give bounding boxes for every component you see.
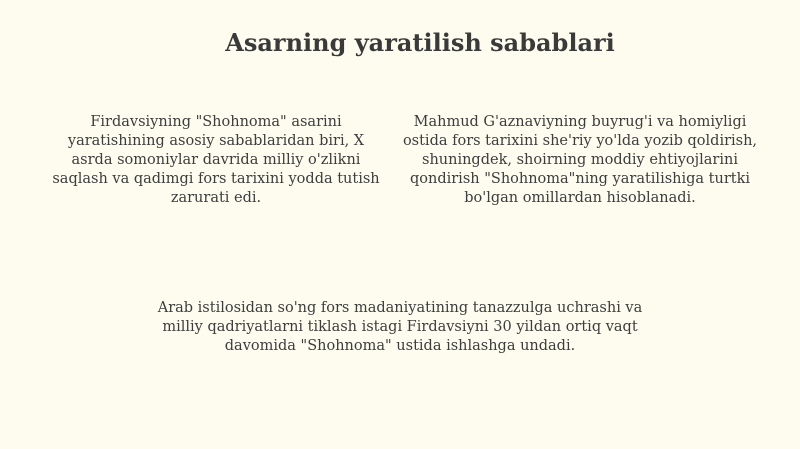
slide-title: Asarning yaratilish sabablari [225,28,615,57]
paragraph-reason-national-identity: Firdavsiyning "Shohnoma" asarini yaratishining asosiy sabablaridan biri, X asrda somoniylar davrida milliy o'zlikni saqlash va qadimgi fors tarixini yodda tutish zarurati edi. [52,114,380,206]
paragraph-reason-patronage: Mahmud G'aznaviyning buyrug'i va homiyligi ostida fors tarixini she'riy yo'lda yozib qoldirish, shuningdek, shoirning moddiy ehtiyojlarini qondirish "Shohnoma"ning yaratilishiga turtki bo'lgan omillardan hisoblanadi. [402,114,758,206]
paragraph-reason-cultural-revival: Arab istilosidan so'ng fors madaniyatining tanazzulga uchrashi va milliy qadriyatlarni tiklash istagi Firdavsiyni 30 yildan ortiq vaqt davomida "Shohnoma" ustida ishlashga undadi. [157,300,643,354]
